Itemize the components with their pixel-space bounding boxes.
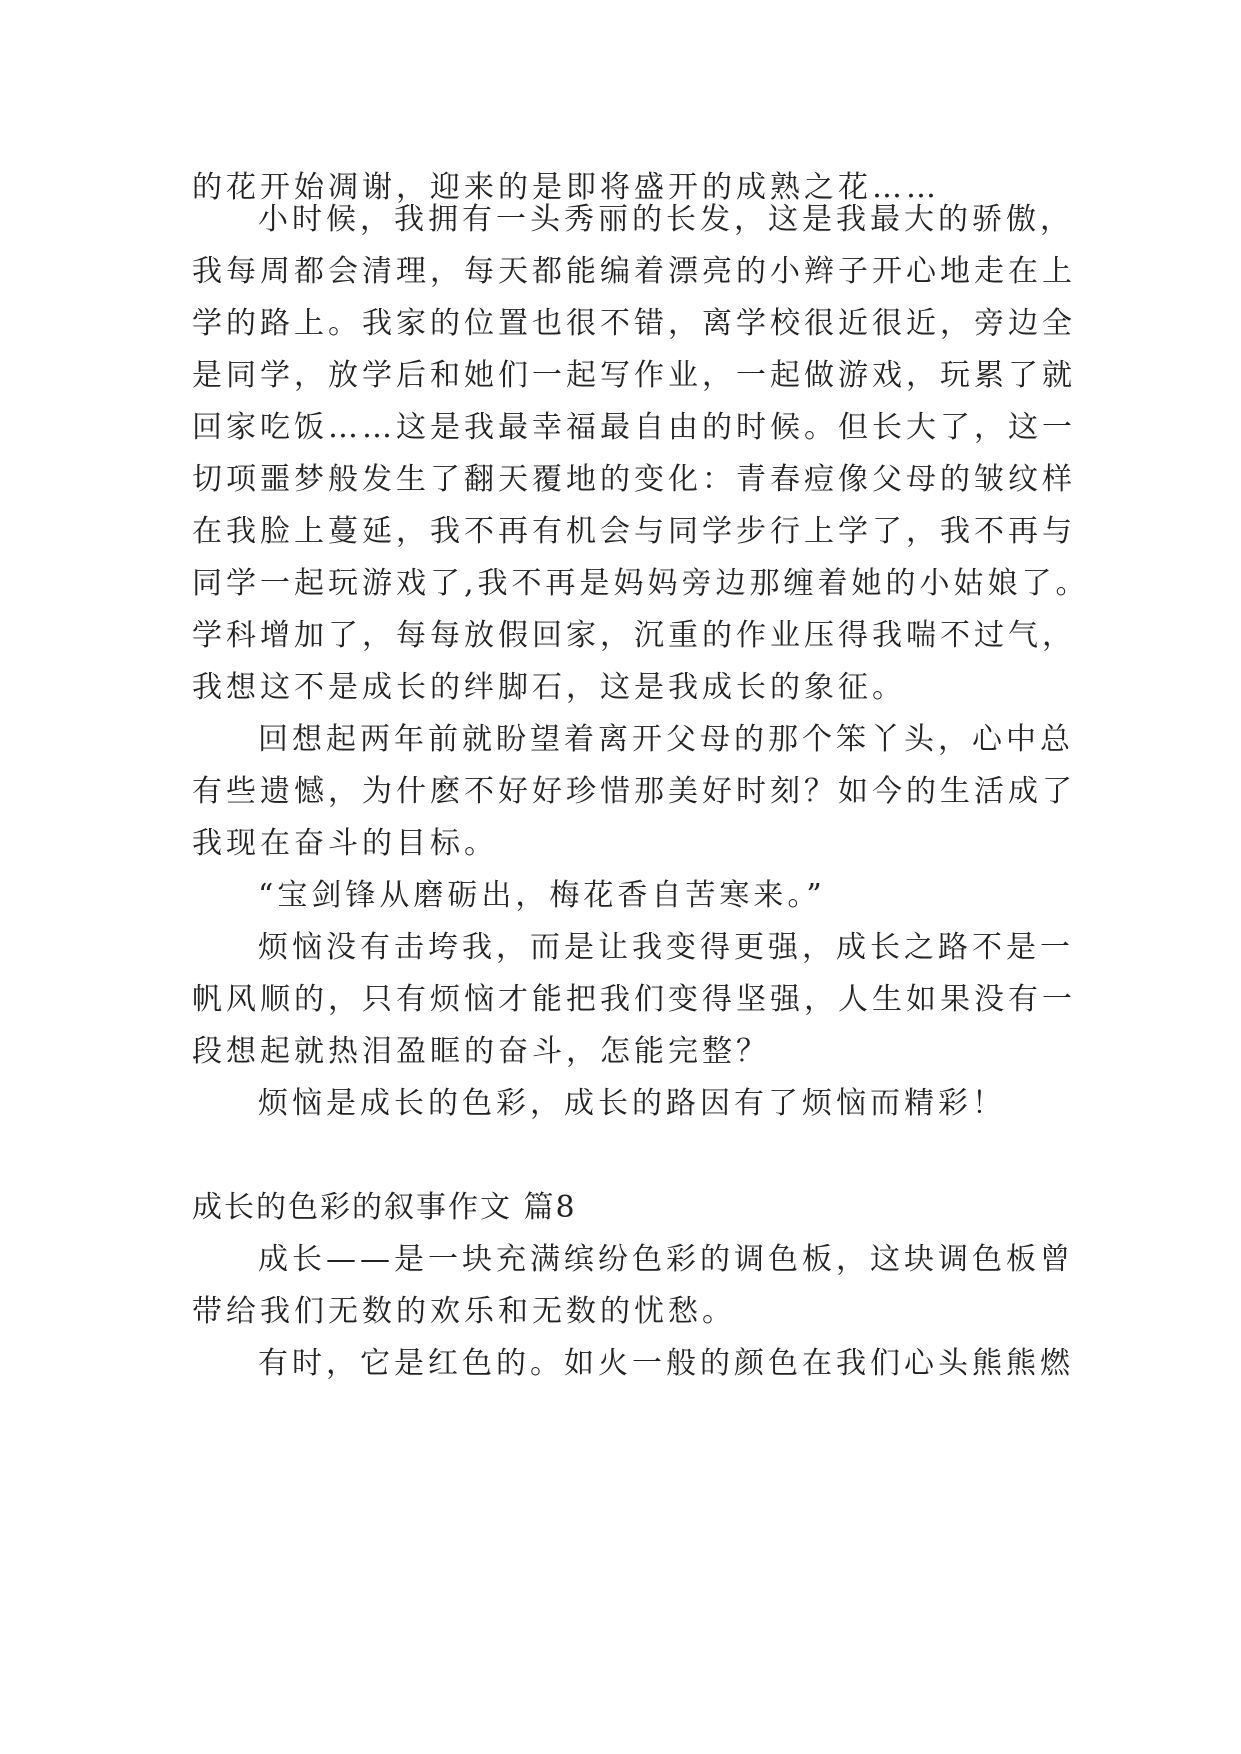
- text-line: 同学一起玩游戏了,我不再是妈妈旁边那缠着她的小姑娘了。: [192, 566, 1090, 601]
- text-line: 学的路上。我家的位置也很不错，离学校很近很近，旁边全: [192, 306, 1076, 341]
- paragraph-start-line: 烦恼是成长的色彩，成长的路因有了烦恼而精彩！: [258, 1086, 1006, 1121]
- paragraph-start-line: 回想起两年前就盼望着离开父母的那个笨丫头，心中总: [258, 722, 1074, 757]
- text-line: 是同学，放学后和她们一起写作业，一起做游戏，玩累了就: [192, 358, 1076, 393]
- text-line: 切项噩梦般发生了翻天覆地的变化：青春痘像父母的皱纹样: [192, 462, 1076, 497]
- text-line: 我每周都会清理，每天都能编着漂亮的小辫子开心地走在上: [192, 254, 1076, 289]
- text-line: 在我脸上蔓延，我不再有机会与同学步行上学了，我不再与: [192, 514, 1076, 549]
- section-title: 成长的色彩的叙事作文 篇8: [192, 1190, 577, 1225]
- paragraph-start-line: 有时，它是红色的。如火一般的颜色在我们心头熊熊燃: [258, 1346, 1074, 1381]
- text-line: 有些遗憾，为什麽不好好珍惜那美好时刻？如今的生活成了: [192, 774, 1076, 809]
- text-line: 学科增加了，每每放假回家，沉重的作业压得我喘不过气，: [192, 618, 1076, 653]
- text-line: 我现在奋斗的目标。: [192, 826, 498, 861]
- text-line: 帆风顺的，只有烦恼才能把我们变得坚强，人生如果没有一: [192, 982, 1076, 1017]
- paragraph-start-line: 烦恼没有击垮我，而是让我变得更强，成长之路不是一: [258, 930, 1074, 965]
- text-line: 的花开始凋谢，迎来的是即将盛开的成熟之花……: [192, 170, 940, 205]
- text-line: 回家吃饭……这是我最幸福最自由的时候。但长大了，这一: [192, 410, 1076, 445]
- text-line: 段想起就热泪盈眶的奋斗，怎能完整？: [192, 1034, 770, 1069]
- text-line: 带给我们无数的欢乐和无数的忧愁。: [192, 1294, 736, 1329]
- quote-line: “宝剑锋从磨砺出，梅花香自苦寒来。”: [258, 878, 826, 913]
- paragraph-start-line: 小时候，我拥有一头秀丽的长发，这是我最大的骄傲，: [258, 202, 1074, 237]
- text-line: 我想这不是成长的绊脚石，这是我成长的象征。: [192, 670, 906, 705]
- paragraph-start-line: 成长——是一块充满缤纷色彩的调色板，这块调色板曾: [258, 1242, 1074, 1277]
